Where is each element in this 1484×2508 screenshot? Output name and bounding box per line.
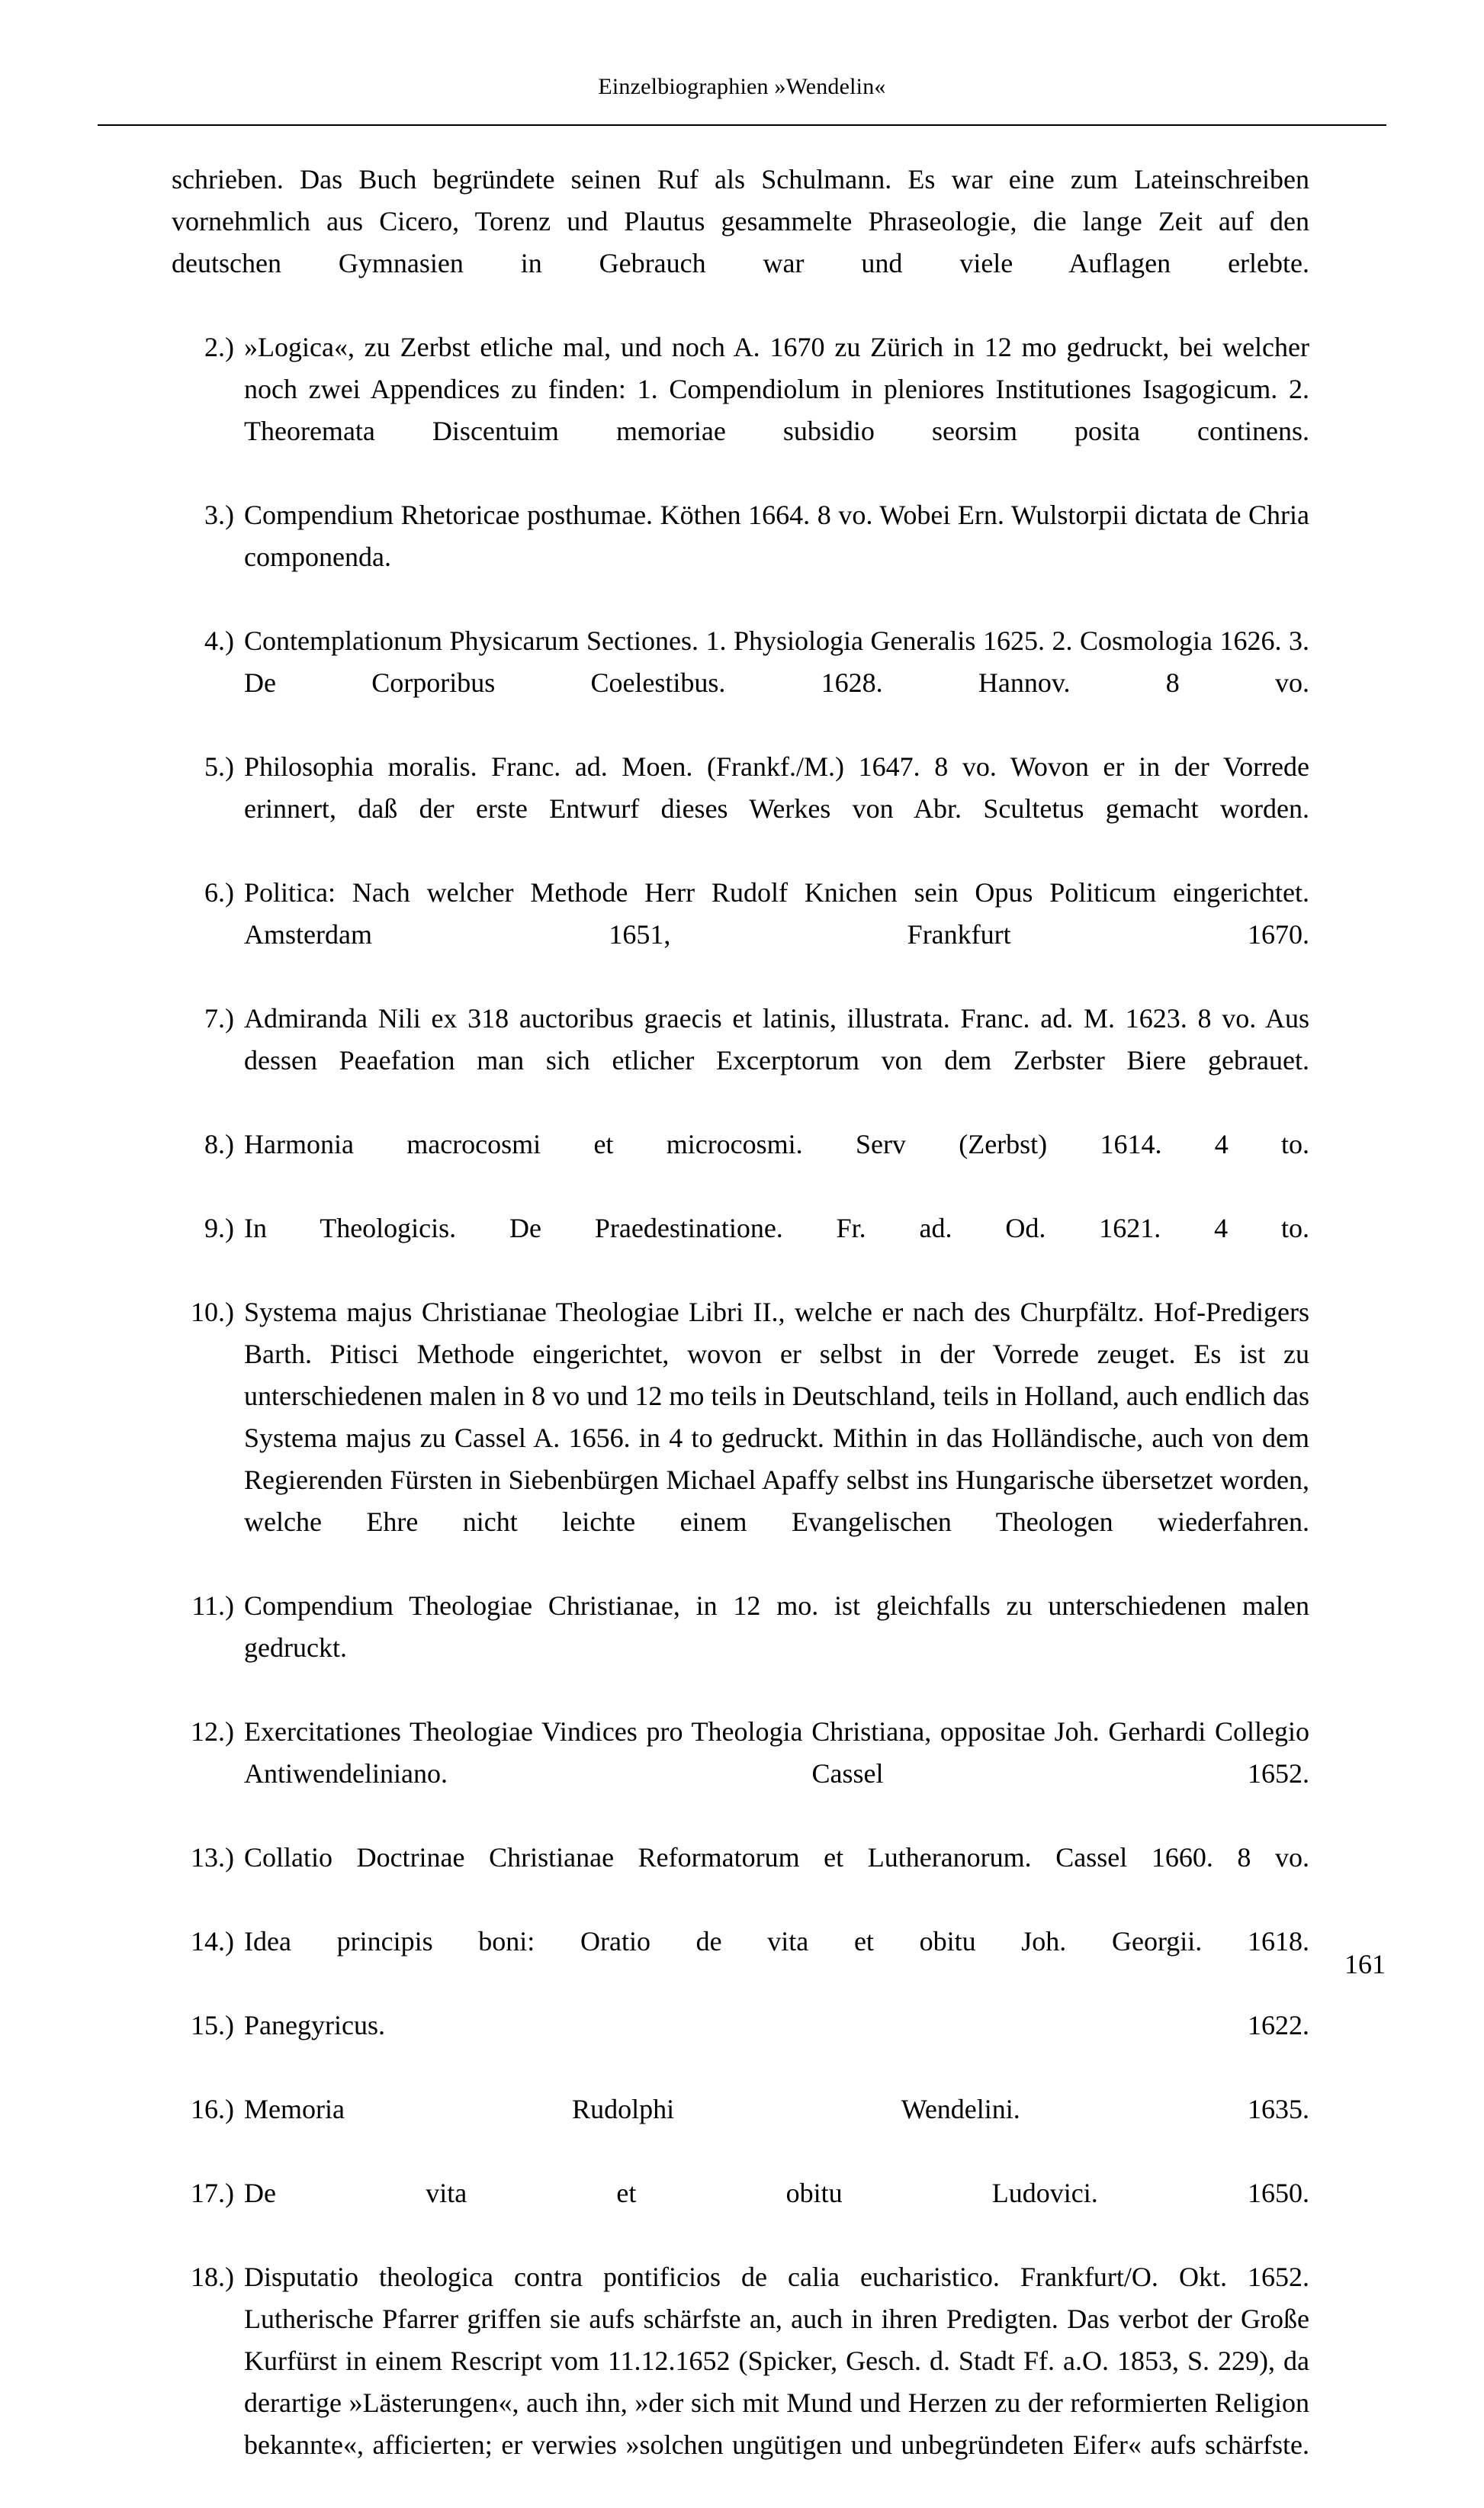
bibliography-item-text: »Logica«, zu Zerbst etliche mal, und noch A. 1670 zu Zürich in 12 mo gedruckt, bei welcher noch zwei Appendices zu finden: 1. Compendiolum in pleniores Institutiones Isagogicum. 2. Theoremata Discentuim memoriae subsidio seorsim posita continens. (244, 332, 1309, 446)
bibliography-item-number: 8.) (204, 1129, 234, 1159)
bibliography-item (172, 1585, 1309, 1711)
bibliography-item (172, 620, 1309, 746)
bibliography-item-text: Idea principis boni: Oratio de vita et obitu Joh. Georgii. 1618. (244, 1926, 1309, 1957)
bibliography-item-number: 15.) (191, 2010, 234, 2040)
bibliography-item (172, 1711, 1309, 1837)
bibliography-item-text: Exercitationes Theologiae Vindices pro Theologia Christiana, oppositae Joh. Gerhardi Collegio Antiwendeliniano. Cassel 1652. (244, 1716, 1309, 1789)
bibliography-item-text: Systema majus Christianae Theologiae Libri II., welche er nach des Churpfältz. Hof-Predigers Barth. Pitisci Methode eingerichtet, wovon er selbst in der Vorrede zeuget. Es ist zu unterschiedenen malen in 8 vo und 12 mo teils in Deutschland, teils in Holland, auch endlich das Systema majus zu Cassel A. 1656. in 4 to gedruckt. Mithin in das Holländische, auch von dem Regierenden Fürsten in Siebenbürgen Michael Apaffy selbst ins Hungarische übersetzet worden, welche Ehre nicht leichte einem Evangelischen Theologen wiederfahren. (244, 1297, 1309, 1537)
bibliography-item-number: 10.) (191, 1297, 234, 1327)
bibliography-item-number: 14.) (191, 1926, 234, 1957)
bibliography-item-number: 16.) (191, 2094, 234, 2124)
bibliography-item-text: Memoria Rudolphi Wendelini. 1635. (244, 2094, 1309, 2124)
bibliography-item (172, 326, 1309, 494)
bibliography-item (172, 998, 1309, 1124)
bibliography-list (172, 326, 1309, 2508)
bibliography-item-number: 13.) (191, 1842, 234, 1873)
bibliography-item-text: Politica: Nach welcher Methode Herr Rudolf Knichen sein Opus Politicum eingerichtet. Amsterdam 1651, Frankfurt 1670. (244, 877, 1309, 950)
bibliography-item-number: 7.) (204, 1003, 234, 1034)
bibliography-item-number: 2.) (204, 332, 234, 362)
bibliography-item-text: Admiranda Nili ex 318 auctoribus graecis et latinis, illustrata. Franc. ad. M. 1623. 8 vo. Aus dessen Peaefation man sich etlicher Excerptorum von dem Zerbster Biere gebrauet. (244, 1003, 1309, 1076)
bibliography-item (172, 1921, 1309, 2005)
header-rule (98, 124, 1386, 126)
bibliography-item-text: Harmonia macrocosmi et microcosmi. Serv (Zerbst) 1614. 4 to. (244, 1129, 1309, 1159)
bibliography-item (172, 872, 1309, 998)
body-text-block (172, 159, 1309, 2508)
bibliography-item-number: 3.) (204, 500, 234, 530)
bibliography-item (172, 2256, 1309, 2508)
bibliography-item (172, 1291, 1309, 1585)
bibliography-item-number: 4.) (204, 625, 234, 656)
bibliography-item-text: Compendium Theologiae Christianae, in 12 mo. ist gleichfalls zu unterschiedenen malen gedruckt. (244, 1590, 1309, 1663)
bibliography-item-number: 18.) (191, 2262, 234, 2292)
bibliography-item-number: 6.) (204, 877, 234, 908)
bibliography-item-text: Philosophia moralis. Franc. ad. Moen. (Frankf./M.) 1647. 8 vo. Wovon er in der Vorrede erinnert, daß der erste Entwurf dieses Werkes von Abr. Scultetus gemacht worden. (244, 751, 1309, 824)
bibliography-item-text: Compendium Rhetoricae posthumae. Köthen 1664. 8 vo. Wobei Ern. Wulstorpii dictata de Chria componenda. (244, 500, 1309, 572)
bibliography-item-text: Contemplationum Physicarum Sectiones. 1. Physiologia Generalis 1625. 2. Cosmologia 1626. 3. De Corporibus Coelestibus. 1628. Hannov. 8 vo. (244, 625, 1309, 698)
bibliography-item (172, 2172, 1309, 2256)
bibliography-item-text: Panegyricus. 1622. (244, 2010, 1309, 2040)
page-number: 161 (1344, 1949, 1386, 1979)
bibliography-item-text: Collatio Doctrinae Christianae Reformatorum et Lutheranorum. Cassel 1660. 8 vo. (244, 1842, 1309, 1873)
bibliography-item-text: De vita et obitu Ludovici. 1650. (244, 2178, 1309, 2208)
bibliography-item-number: 12.) (191, 1716, 234, 1747)
bibliography-item (172, 2088, 1309, 2172)
lead-paragraph: schrieben. Das Buch begründete seinen Ruf als Schulmann. Es war eine zum Lateinschreiben vornehmlich aus Cicero, Torenz und Plautus gesammelte Phraseologie, die lange Zeit auf den deutschen Gymnasien in Gebrauch war und viele Auflagen erlebte. (172, 164, 1309, 278)
bibliography-item-text: Disputatio theologica contra pontificios de calia eucharistico. Frankfurt/O. Okt. 1652. Lutherische Pfarrer griffen sie aufs schärfste an, auch in ihren Predigten. Das verbot der Große Kurfürst in einem Rescript vom 11.12.1652 (Spicker, Gesch. d. Stadt Ff. a.O. 1853, S. 229), da derartige »Lästerungen«, auch ihn, »der sich mit Mund und Herzen zu der reformierten Religion bekannte«, afficierten; er verwies »solchen ungütigen und unbegründeten Eifer« aufs schärfste. (244, 2262, 1309, 2460)
bibliography-item-number: 17.) (191, 2178, 234, 2208)
bibliography-item (172, 1207, 1309, 1291)
bibliography-item-number: 5.) (204, 751, 234, 782)
bibliography-item (172, 1837, 1309, 1921)
bibliography-item-number: 9.) (204, 1213, 234, 1243)
bibliography-item (172, 2005, 1309, 2088)
bibliography-item-text: In Theologicis. De Praedestinatione. Fr. ad. Od. 1621. 4 to. (244, 1213, 1309, 1243)
bibliography-item (172, 494, 1309, 620)
running-head: Einzelbiographien »Wendelin« (598, 74, 886, 99)
bibliography-item (172, 746, 1309, 872)
bibliography-item (172, 1124, 1309, 1207)
bibliography-item-number: 11.) (191, 1590, 234, 1621)
